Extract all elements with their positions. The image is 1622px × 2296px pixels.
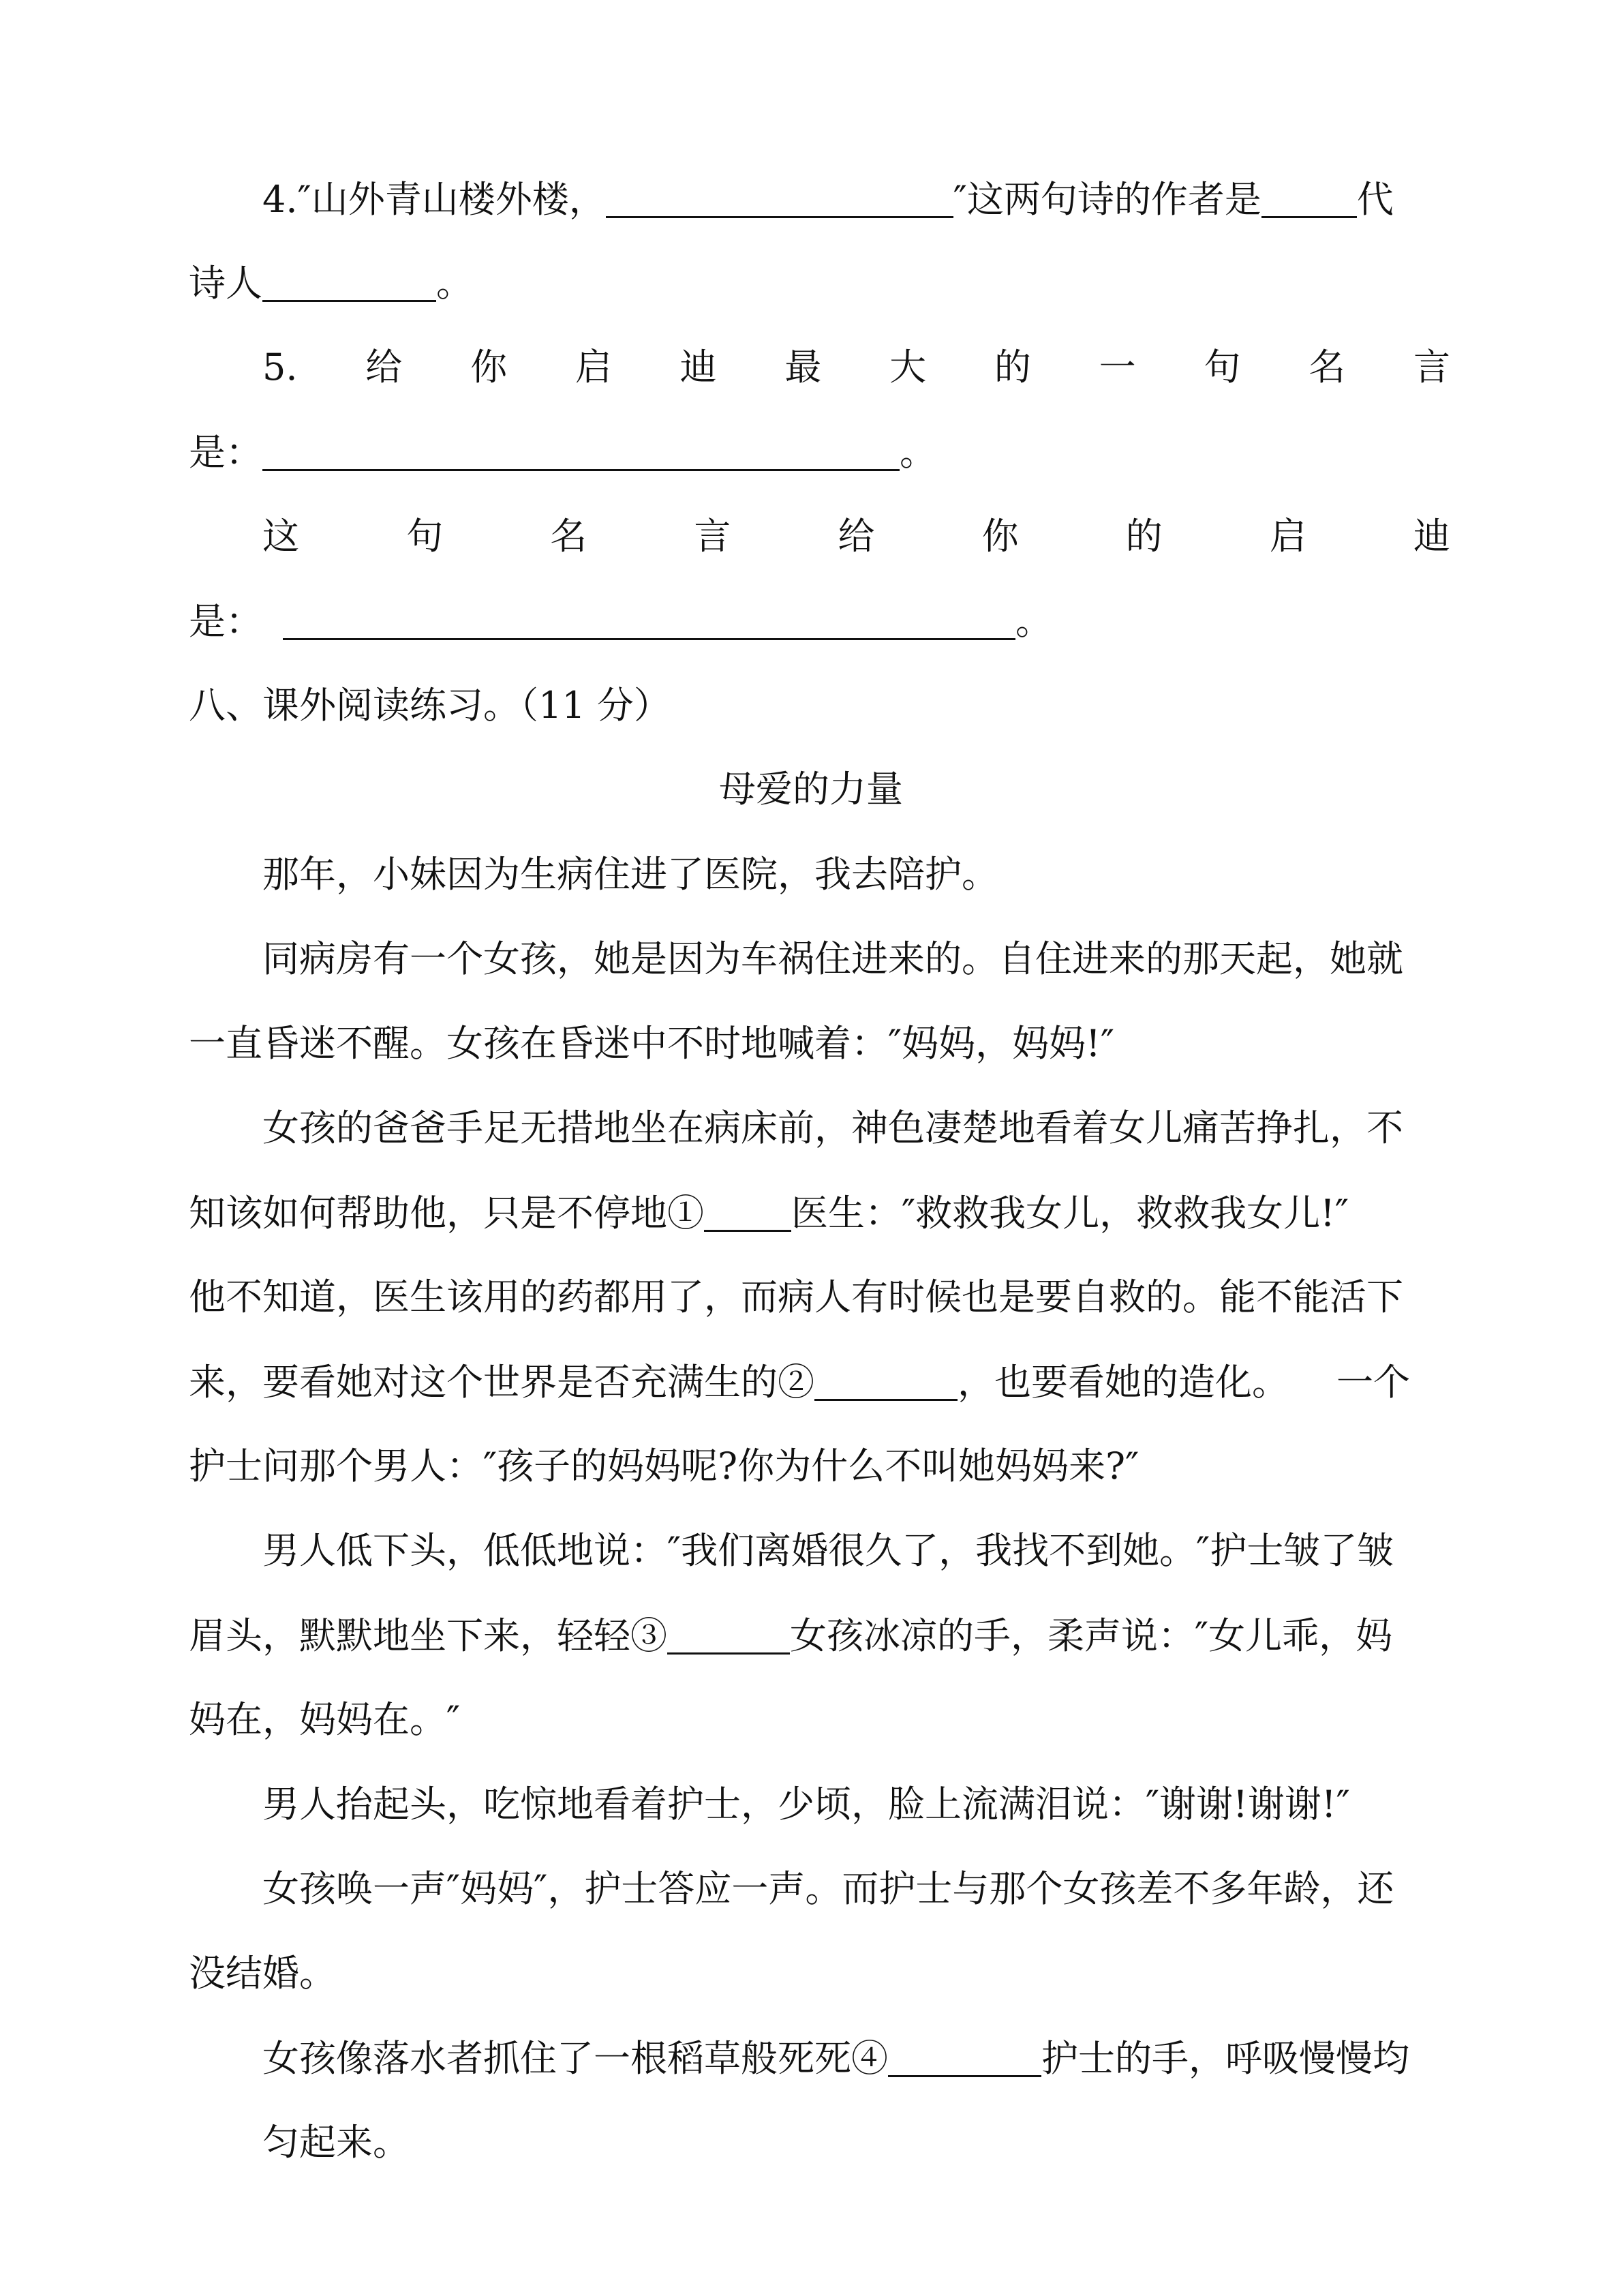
q5-line2 (189, 431, 936, 474)
paragraph-2-line1: 同病房有一个女孩，她是因为车祸住进来的。自住进来的那天起，她就 (262, 937, 1403, 980)
q5b-blank-insight[interactable] (283, 603, 1015, 640)
paragraph-7-line1 (262, 2037, 1409, 2080)
q5-char: 最 (784, 346, 822, 389)
paragraph-4-line2 (189, 1614, 1393, 1657)
q5-period: 。 (900, 431, 936, 474)
paragraph-4-line1: 男人低下头，低低地说：″我们离婚很久了，我找不到她。″护士皱了皱 (262, 1529, 1394, 1572)
article-title: 母爱的力量 (719, 768, 903, 811)
section-heading: 八、课外阅读练习。（11 分） (189, 684, 671, 727)
paragraph-4-line3: 妈在，妈妈在。″ (189, 1698, 461, 1741)
q5-char: 一 (1099, 346, 1136, 389)
q5b-char: 句 (406, 515, 444, 558)
q4-text-part2: ″这两句诗的作者是 (953, 178, 1261, 221)
q5b-char: 言 (694, 515, 731, 558)
q5-char: 大 (889, 346, 927, 389)
paragraph-1: 那年，小妹因为生病住进了医院，我去陪护。 (262, 853, 998, 896)
q5-char: 迪 (679, 346, 717, 389)
paragraph-3-text: ，也要看她的造化。 (958, 1361, 1289, 1404)
q5b-char: 你 (981, 515, 1019, 558)
q5b-char: 迪 (1413, 515, 1450, 558)
paragraph-7-text: 护士的手，呼吸慢慢均 (1041, 2037, 1409, 2080)
q5b-line2 (189, 600, 1052, 643)
q4-blank-verse[interactable] (606, 181, 953, 218)
q5b-char: 这 (262, 515, 299, 558)
paragraph-3-line5: 护士问那个男人：″孩子的妈妈呢?你为什么不叫她妈妈来?″ (189, 1445, 1139, 1487)
paragraph-3-line2 (189, 1192, 1349, 1235)
q4-line2 (189, 262, 473, 305)
blank-2[interactable] (814, 1363, 958, 1401)
q5-char: 言 (1413, 346, 1450, 389)
q5-char: 的 (994, 346, 1031, 389)
q5-char: 名 (1309, 346, 1346, 389)
blank-1[interactable] (704, 1194, 791, 1232)
blank-4[interactable] (888, 2040, 1041, 2077)
q5-answer-label: 是： (189, 431, 262, 474)
paragraph-3-text: 来，要看她对这个世界是否充满生的② (189, 1361, 814, 1404)
q5b-line1 (262, 515, 1450, 558)
q4-text-part1: 4.″山外青山楼外楼， (262, 178, 606, 221)
q4-period: 。 (436, 262, 473, 305)
q4-blank-dynasty[interactable] (1261, 181, 1357, 218)
q5-char: 5. (262, 346, 298, 389)
q5b-char: 名 (550, 515, 587, 558)
q5-blank-quote[interactable] (262, 434, 900, 471)
paragraph-4-text: 女孩冰凉的手，柔声说：″女儿乖，妈 (790, 1614, 1393, 1657)
q4-poet-label: 诗人 (189, 262, 262, 305)
q5-char: 句 (1204, 346, 1241, 389)
q5b-char: 的 (1125, 515, 1163, 558)
q4-line1 (262, 178, 1394, 221)
q4-text-part3: 代 (1356, 178, 1394, 221)
paragraph-3-text: 一个 (1336, 1361, 1410, 1404)
paragraph-6-line2: 没结婚。 (189, 1952, 336, 1995)
paragraph-3-line4 (189, 1361, 1410, 1404)
paragraph-4-text: 眉头，默默地坐下来，轻轻③ (189, 1614, 667, 1657)
q5b-char: 启 (1269, 515, 1306, 558)
q5-char: 你 (470, 346, 508, 389)
paragraph-3-line3: 他不知道，医生该用的药都用了，而病人有时候也是要自救的。能不能活下 (189, 1275, 1403, 1318)
paragraph-3-text: 医生：″救救我女儿，救救我女儿!″ (791, 1192, 1349, 1235)
paragraph-3-line1: 女孩的爸爸手足无措地坐在病床前，神色凄楚地看着女儿痛苦挣扎，不 (262, 1106, 1403, 1149)
blank-3[interactable] (667, 1617, 790, 1655)
q5b-char: 给 (838, 515, 875, 558)
q4-blank-poet[interactable] (262, 265, 436, 302)
paragraph-7-text: 女孩像落水者抓住了一根稻草般死死④ (262, 2037, 888, 2080)
paragraph-5: 男人抬起头，吃惊地看着护士，少顷，脸上流满泪说：″谢谢!谢谢!″ (262, 1783, 1350, 1826)
paragraph-7-line2: 匀起来。 (262, 2121, 410, 2164)
paragraph-3-text: 知该如何帮助他，只是不停地① (189, 1192, 704, 1235)
q5-line1 (262, 346, 1450, 389)
q5b-answer-label: 是： (189, 600, 262, 643)
paragraph-2-line2: 一直昏迷不醒。女孩在昏迷中不时地喊着：″妈妈，妈妈!″ (189, 1022, 1115, 1065)
paragraph-6-line1: 女孩唤一声″妈妈″，护士答应一声。而护士与那个女孩差不多年龄，还 (262, 1867, 1394, 1910)
q5-char: 启 (575, 346, 612, 389)
q5b-period: 。 (1015, 600, 1052, 643)
q5-char: 给 (365, 346, 403, 389)
